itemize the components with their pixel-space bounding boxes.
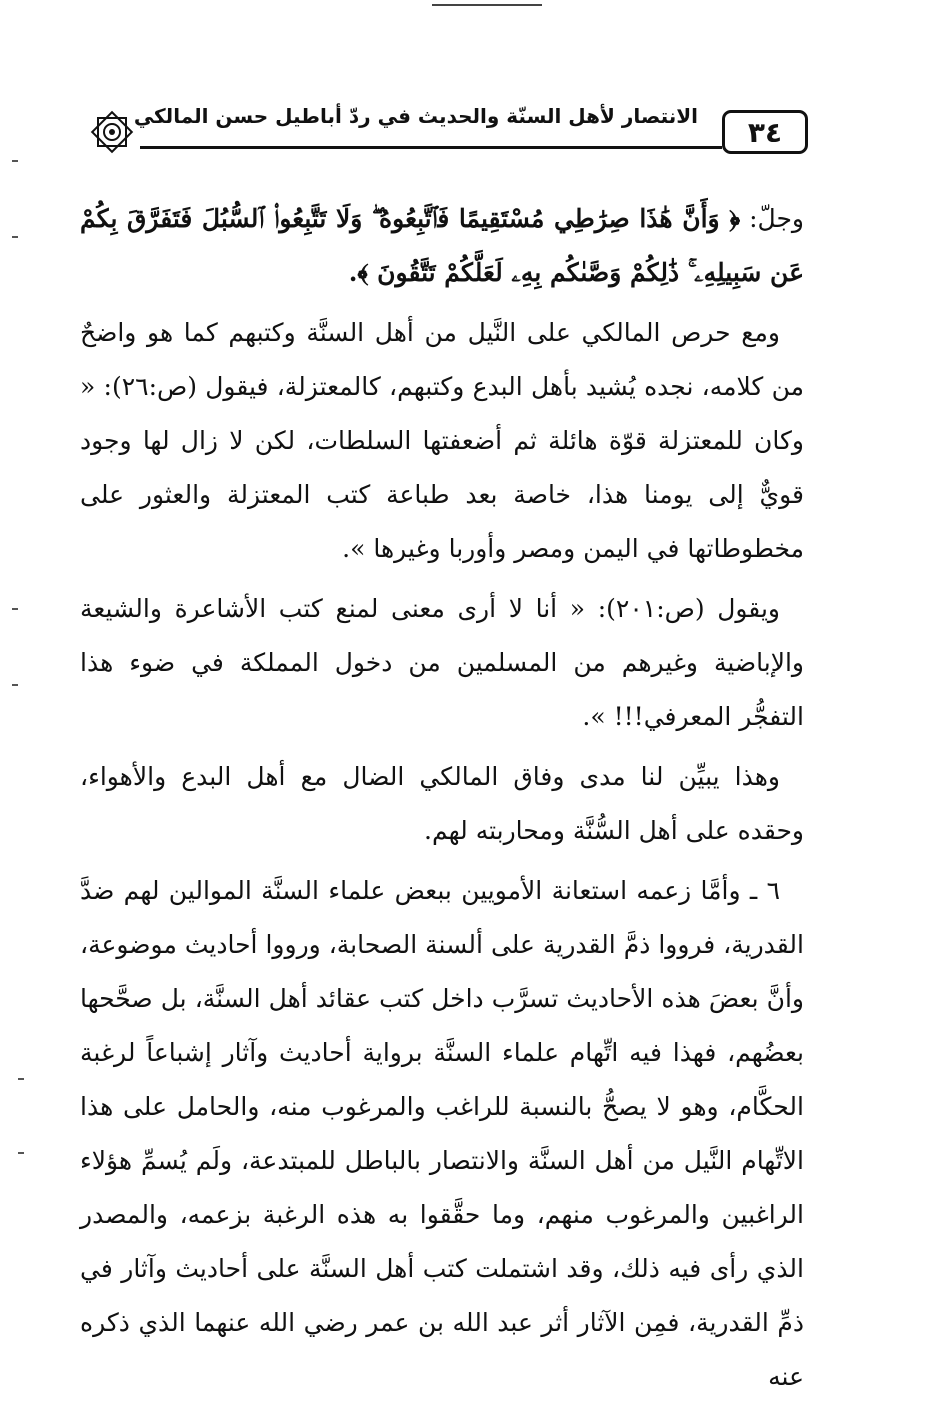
star-ornament-icon [88, 108, 136, 156]
body-paragraph: ٦ ـ وأمَّا زعمه استعانة الأمويين ببعض علماء السنَّة الموالين لهم ضدَّ القدرية، فرووا ذمَّ القدرية على ألسنة الصحابة، ورووا أحاديث موضوعة، وأنَّ بعضَ هذه الأحاديث تسرَّب داخل كتب عقائد أهل السنَّة، بل صحَّحها بعضُهم، فهذا فيه اتِّهام علماء السنَّة برواية أحاديث وآثار إشباعاً لرغبة الحكَّام، وهو لا يصحُّ بالنسبة للراغب والمرغوب منه، والحامل على هذا الاتِّهام النَّيل من أهل السنَّة والانتصار بالباطل للمبتدعة، ولَم يُسمِّ هؤلاء الراغبين والمرغوب منهم، وما حقَّقوا به هذه الرغبة بزعمه، والمصدر الذي رأى فيه ذلك، وقد اشتملت كتب أهل السنَّة على أحاديث وآثار في ذمِّ القدرية، فمِن الآثار أثر عبد الله بن عمر رضي الله عنهما الذي ذكره عنه [80, 876, 804, 1391]
margin-mark [12, 684, 18, 686]
margin-mark [18, 1078, 24, 1080]
quran-verse: ﴿ وَأَنَّ هَٰذَا صِرَٰطِي مُسْتَقِيمًا فَٱتَّبِعُوهُ ۖ وَلَا تَتَّبِعُوا۟ ٱلسُّبُلَ فَتَفَرَّقَ بِكُمْ عَن سَبِيلِهِۦ ۚ ذَٰلِكُمْ وَصَّىٰكُم بِهِۦ لَعَلَّكُمْ تَتَّقُونَ ﴾. [80, 204, 804, 287]
body-paragraph: ومع حرص المالكي على النَّيل من أهل السنَّة وكتبهم كما هو واضحٌ من كلامه، نجده يُشيد بأهل البدع وكتبهم، كالمعتزلة، فيقول (ص:٢٦): « وكان للمعتزلة قوّة هائلة ثم أضعفتها السلطات، لكن لا زال لها وجود قويٌّ إلى يومنا هذا، خاصة بعد طباعة كتب المعتزلة والعثور على مخطوطاتها في اليمن ومصر وأوربا وغيرها ». [80, 318, 805, 563]
body-paragraph: ويقول (ص:٢٠١): « أنا لا أرى معنى لمنع كتب الأشاعرة والشيعة والإباضية وغيرهم من المسلمين من دخول المملكة في ضوء هذا التفجُّر المعرفي!!! ». [80, 594, 804, 731]
margin-mark [12, 160, 18, 162]
margin-mark [12, 236, 18, 238]
page-body [80, 192, 804, 1410]
top-rule [432, 4, 542, 6]
verse-lead: وجلّ: [740, 204, 804, 233]
page-number: ٣٤ [722, 110, 808, 154]
header-divider [140, 146, 722, 149]
verse-paragraph [80, 192, 804, 300]
running-title: الانتصار لأهل السنّة والحديث في ردّ أباطيل حسن المالكي [133, 104, 698, 128]
margin-mark [18, 1152, 24, 1154]
body-paragraph: وهذا يبيِّن لنا مدى وفاق المالكي الضال مع أهل البدع والأهواء، وحقده على أهل السُّنَّة ومحاربته لهم. [80, 762, 804, 845]
margin-mark [12, 608, 18, 610]
page-header [82, 96, 808, 160]
